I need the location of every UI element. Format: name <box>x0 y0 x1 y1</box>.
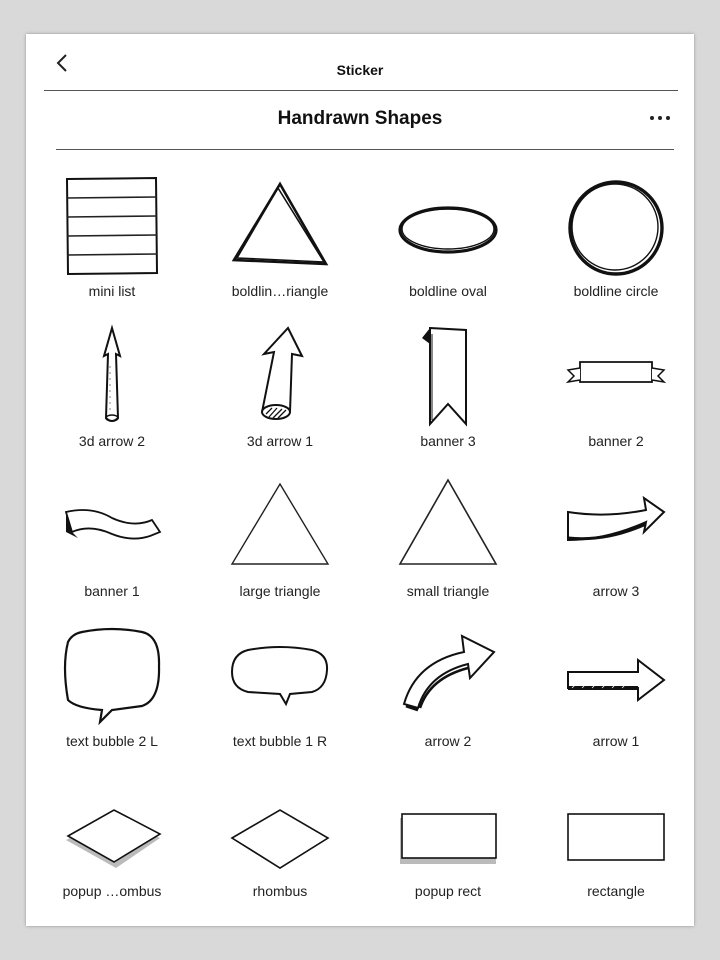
more-button[interactable] <box>646 106 674 130</box>
boldline-triangle-icon <box>230 176 330 276</box>
sticker-tile[interactable] <box>364 466 532 606</box>
sticker-tile[interactable] <box>364 166 532 306</box>
sticker-label: large triangle <box>239 583 321 599</box>
top-bar <box>26 34 694 91</box>
sticker-label: rectangle <box>587 883 645 899</box>
sticker-tile[interactable] <box>196 466 364 606</box>
sticker-tile[interactable] <box>364 316 532 456</box>
sticker-tile[interactable] <box>532 466 700 606</box>
sticker-tile[interactable] <box>532 316 700 456</box>
sticker-label: arrow 1 <box>592 733 640 749</box>
sticker-tile[interactable] <box>364 766 532 906</box>
rhombus-icon <box>230 776 330 876</box>
sticker-label: mini list <box>88 283 136 299</box>
sticker-tile[interactable] <box>28 466 196 606</box>
section-title: Handrawn Shapes <box>277 108 443 129</box>
text-bubble-2-l-icon <box>62 626 162 726</box>
sticker-label: text bubble 1 R <box>232 733 328 749</box>
sticker-label: boldline oval <box>409 283 487 299</box>
sticker-label: rhombus <box>252 883 308 899</box>
large-triangle-icon <box>230 476 330 576</box>
arrow-1-icon <box>566 626 666 726</box>
sticker-label: banner 1 <box>84 583 140 599</box>
3d-arrow-1-icon <box>230 326 330 426</box>
sticker-label: banner 2 <box>588 433 644 449</box>
banner-1-icon <box>62 476 162 576</box>
sticker-tile[interactable] <box>532 766 700 906</box>
boldline-oval-icon <box>398 176 498 276</box>
sticker-label: arrow 3 <box>592 583 640 599</box>
boldline-circle-icon <box>566 176 666 276</box>
sticker-tile[interactable] <box>28 166 196 306</box>
mini-list-icon <box>62 176 162 276</box>
sticker-tile[interactable] <box>28 766 196 906</box>
sticker-label: 3d arrow 1 <box>246 433 314 449</box>
popup-rect-icon <box>398 776 498 876</box>
sticker-tile[interactable] <box>28 616 196 756</box>
app-title: Sticker <box>336 62 384 78</box>
sticker-label: small triangle <box>406 583 490 599</box>
3d-arrow-2-icon <box>62 326 162 426</box>
sticker-label: popup rect <box>414 883 482 899</box>
sticker-label: 3d arrow 2 <box>78 433 146 449</box>
divider <box>56 149 674 150</box>
text-bubble-1-r-icon <box>230 626 330 726</box>
sticker-tile[interactable] <box>28 316 196 456</box>
sticker-screen <box>26 34 694 926</box>
sticker-tile[interactable] <box>364 616 532 756</box>
popup-rhombus-icon <box>62 776 162 876</box>
arrow-3-icon <box>566 476 666 576</box>
small-triangle-icon <box>398 476 498 576</box>
sticker-tile[interactable] <box>196 166 364 306</box>
sticker-label: arrow 2 <box>424 733 472 749</box>
sticker-tile[interactable] <box>196 766 364 906</box>
more-horizontal-icon <box>646 106 674 130</box>
divider <box>44 90 678 91</box>
rectangle-icon <box>566 776 666 876</box>
sticker-tile[interactable] <box>196 316 364 456</box>
banner-2-icon <box>566 326 666 426</box>
arrow-2-icon <box>398 626 498 726</box>
banner-3-icon <box>398 326 498 426</box>
sticker-tile[interactable] <box>532 616 700 756</box>
sticker-label: popup …ombus <box>62 883 162 899</box>
sticker-tile[interactable] <box>532 166 700 306</box>
sticker-tile[interactable] <box>196 616 364 756</box>
sticker-label: text bubble 2 L <box>66 733 158 749</box>
sticker-label: boldlin…riangle <box>231 283 329 299</box>
sticker-label: banner 3 <box>420 433 476 449</box>
sticker-label: boldline circle <box>573 283 659 299</box>
